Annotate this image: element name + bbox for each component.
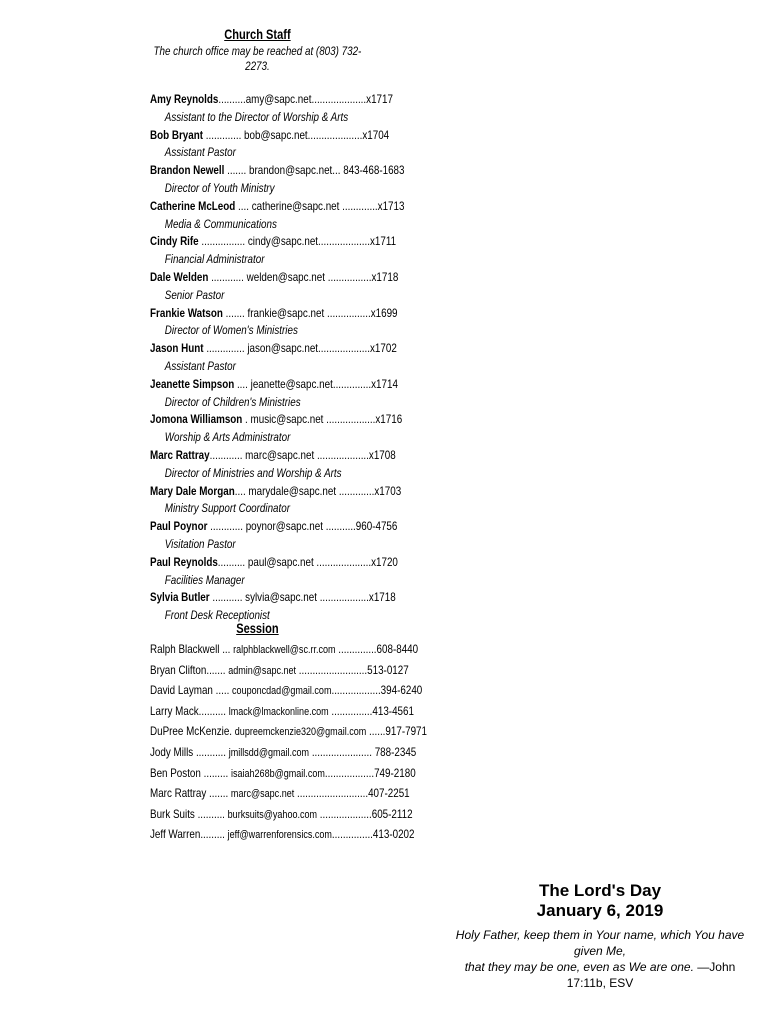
staff-role: Front Desk Receptionist (164, 608, 270, 623)
staff-name: Marc Rattray (150, 447, 210, 462)
staff-line (150, 162, 405, 180)
session-member (150, 743, 417, 764)
staff-email: welden@sapc.net (246, 269, 325, 284)
staff-name: Jason Hunt (150, 341, 204, 356)
verse-line-1: Holy Father, keep them in Your name, which You have given Me, (455, 928, 745, 958)
staff-line (150, 340, 397, 358)
leader-dots: .... (234, 483, 249, 498)
staff-role: Worship & Arts Administrator (164, 430, 291, 445)
scripture-verse (455, 927, 745, 991)
staff-role: Director of Children's Ministries (164, 394, 301, 409)
leader-dots: ...................... (309, 744, 375, 759)
staff-line (150, 305, 398, 323)
staff-line (150, 554, 398, 572)
session-member-email: jeff@warrenforensics.com (227, 829, 332, 842)
staff-line (150, 198, 405, 216)
church-staff-section (150, 26, 412, 625)
session-member-phone: 788-2345 (374, 744, 417, 759)
session-member-email: dupreemckenzie320@gmail.com (234, 726, 367, 739)
leader-dots: ................... (318, 341, 370, 356)
leader-dots: ..... (212, 683, 233, 698)
session-member-email: admin@sapc.net (228, 664, 297, 677)
office-phone-note: The church office may be reached at (803) 732-2273. (153, 44, 362, 73)
leader-dots: .......... (198, 703, 229, 718)
staff-role: Ministry Support Coordinator (164, 501, 291, 516)
staff-role: Visitation Pastor (164, 536, 236, 551)
leader-dots: .................... (307, 127, 363, 142)
staff-name: Jomona Williamson (150, 412, 243, 427)
leader-dots: ... (332, 163, 344, 178)
staff-role: Director of Youth Ministry (164, 180, 275, 195)
leader-dots: ............... (331, 827, 373, 842)
leader-dots: . (242, 412, 251, 427)
staff-name: Catherine McLeod (150, 198, 236, 213)
verse-line-2-wrapper (455, 959, 745, 991)
cover-date: January 6, 2019 (536, 901, 664, 920)
staff-contact: x1703 (374, 483, 402, 498)
leader-dots: .......................... (294, 786, 369, 801)
staff-line (150, 518, 398, 536)
session-member-phone: 394-6240 (380, 683, 423, 698)
staff-email: marydale@sapc.net (248, 483, 337, 498)
staff-entry (150, 162, 405, 198)
leader-dots: ........... (193, 744, 229, 759)
session-member-name: Bryan Clifton (150, 662, 207, 677)
leader-dots: .................... (311, 92, 367, 106)
staff-contact: x1702 (369, 341, 397, 356)
staff-contact: x1716 (375, 412, 403, 427)
staff-email: jeanette@sapc.net (250, 376, 333, 391)
staff-line (150, 127, 390, 145)
session-member-phone: 413-0202 (372, 827, 415, 842)
staff-email: cindy@sapc.net (247, 234, 319, 249)
staff-contact: x1717 (366, 92, 393, 106)
staff-name: Amy Reynolds (150, 92, 219, 106)
session-member-phone: 605-2112 (371, 806, 413, 821)
session-member-name: Larry Mack (150, 703, 199, 718)
staff-line (150, 447, 396, 465)
staff-email: paul@sapc.net (247, 554, 314, 569)
session-member-email: couponcdad@gmail.com (232, 685, 332, 698)
session-heading: Session (236, 621, 279, 636)
staff-contact: x1713 (377, 198, 405, 213)
staff-name: Cindy Rife (150, 234, 199, 249)
session-member (150, 661, 409, 682)
leader-dots: . (229, 724, 235, 739)
verse-line-2: that they may be one, even as We are one. (464, 960, 694, 974)
session-member-name: Ralph Blackwell (150, 642, 220, 656)
staff-name: Paul Poynor (150, 519, 208, 534)
staff-entry (150, 305, 398, 341)
staff-name: Sylvia Butler (150, 590, 210, 605)
staff-email: catherine@sapc.net (251, 198, 340, 213)
leader-dots: ................... (314, 447, 369, 462)
session-member-phone: 413-4561 (372, 703, 414, 718)
session-member (150, 764, 416, 785)
staff-name: Bob Bryant (150, 127, 204, 142)
staff-entry (150, 340, 397, 376)
session-member (150, 722, 428, 743)
staff-role: Director of Women's Ministries (164, 323, 298, 338)
session-member-name: Jeff Warren (150, 827, 201, 842)
staff-entry (150, 447, 396, 483)
leader-dots: .............. (332, 376, 372, 391)
staff-contact: 960-4756 (355, 519, 398, 534)
staff-email: music@sapc.net (250, 412, 324, 427)
leader-dots: ................... (317, 806, 372, 821)
session-member-email: ralphblackwell@sc.rr.com (233, 644, 336, 656)
leader-dots: ....... (224, 163, 249, 178)
staff-entry (150, 376, 398, 412)
session-member-phone: 608-8440 (376, 642, 419, 656)
leader-dots: ........... (322, 519, 356, 534)
staff-contact: x1699 (370, 305, 398, 320)
session-member-name: Ben Poston (150, 765, 201, 780)
leader-dots: .................... (313, 554, 372, 569)
leader-dots: ................... (318, 234, 370, 249)
leader-dots: ............. (336, 483, 375, 498)
staff-email: frankie@sapc.net (247, 305, 325, 320)
staff-entry (150, 91, 393, 127)
leader-dots: .................. (316, 590, 369, 605)
session-member-phone: 749-2180 (374, 765, 416, 780)
staff-email: poynor@sapc.net (245, 519, 323, 534)
staff-contact: x1718 (371, 269, 399, 284)
leader-dots: ......... (200, 827, 228, 842)
staff-contact: x1708 (368, 447, 396, 462)
leader-dots: .............. (335, 642, 377, 656)
leader-dots: ............ (209, 447, 246, 462)
staff-entry (150, 411, 403, 447)
staff-line (150, 269, 399, 287)
leader-dots: .............. (203, 341, 248, 356)
staff-email: amy@sapc.net (245, 92, 312, 106)
session-member-phone: 513-0127 (367, 662, 409, 677)
leader-dots: ... (219, 642, 234, 656)
cover-section (455, 881, 745, 991)
session-list (150, 640, 428, 846)
session-member (150, 825, 415, 846)
staff-contact: x1718 (368, 590, 396, 605)
staff-name: Frankie Watson (150, 305, 223, 320)
staff-role: Director of Ministries and Worship & Arts (164, 465, 342, 480)
session-member-email: burksuits@yahoo.com (227, 808, 318, 821)
leader-dots: ....... (222, 305, 248, 320)
session-member-phone: 917-7971 (385, 724, 428, 739)
staff-line (150, 91, 393, 109)
session-list-wrapper (150, 620, 428, 846)
leader-dots: ......................... (296, 662, 368, 677)
session-member (150, 702, 414, 723)
staff-role: Assistant Pastor (164, 145, 236, 160)
staff-line (150, 411, 403, 429)
leader-dots: ....... (206, 662, 229, 677)
session-member (150, 681, 423, 702)
staff-contact: x1720 (371, 554, 398, 569)
session-member-email: jmillsdd@gmail.com (228, 746, 310, 759)
staff-contact: 843-468-1683 (343, 163, 405, 178)
staff-heading: Church Staff (224, 27, 291, 42)
staff-contact: x1704 (362, 127, 390, 142)
staff-list (150, 91, 405, 625)
staff-name: Jeanette Simpson (150, 376, 235, 391)
staff-role: Assistant Pastor (164, 358, 236, 373)
staff-name: Paul Reynolds (150, 554, 218, 569)
session-member-name: Marc Rattray (150, 786, 207, 801)
leader-dots: ................ (324, 269, 372, 284)
staff-email: sylvia@sapc.net (245, 590, 317, 605)
leader-dots: .... (234, 376, 251, 391)
staff-line (150, 589, 396, 607)
leader-dots: .......... (217, 554, 248, 569)
staff-entry (150, 483, 402, 519)
leader-dots: ............. (339, 198, 378, 213)
leader-dots: .................. (323, 412, 376, 427)
leader-dots: .......... (194, 806, 228, 821)
staff-entry (150, 233, 397, 269)
session-member-name: David Layman (150, 683, 213, 698)
staff-name: Mary Dale Morgan (150, 483, 235, 498)
session-member-name: Jody Mills (150, 744, 194, 759)
staff-role: Media & Communications (164, 216, 277, 231)
verse-reference: —John 17:11b, ESV (566, 960, 736, 990)
staff-name: Dale Welden (150, 269, 209, 284)
leader-dots: .................. (324, 765, 375, 780)
session-member-email: isaiah268b@gmail.com (230, 767, 325, 780)
session-member (150, 640, 419, 661)
staff-line (150, 376, 398, 394)
staff-entry (150, 554, 398, 590)
staff-entry (150, 518, 398, 554)
leader-dots: ............... (328, 703, 373, 718)
session-member (150, 784, 410, 805)
staff-name: Brandon Newell (150, 163, 225, 178)
staff-contact: x1711 (369, 234, 397, 249)
leader-dots: .... (235, 198, 252, 213)
leader-dots: .................. (331, 683, 381, 698)
session-member-name: DuPree McKenzie (150, 724, 230, 739)
leader-dots: ............. (203, 127, 245, 142)
staff-line (150, 233, 397, 251)
session-member-email: marc@sapc.net (230, 788, 295, 801)
session-member-email: lmack@lmackonline.com (228, 705, 329, 718)
staff-entry (150, 269, 399, 305)
session-member-name: Burk Suits (150, 806, 195, 821)
leader-dots: ...... (366, 724, 386, 739)
staff-list-wrapper (150, 26, 405, 625)
session-member-phone: 407-2251 (368, 786, 410, 801)
staff-line (150, 483, 402, 501)
leader-dots: ........... (209, 590, 246, 605)
leader-dots: ............ (208, 269, 247, 284)
staff-email: bob@sapc.net (244, 127, 308, 142)
staff-role: Assistant to the Director of Worship & Arts (164, 109, 349, 124)
staff-role: Financial Administrator (164, 252, 265, 267)
cover-title: The Lord's Day (538, 881, 662, 900)
leader-dots: ................ (198, 234, 248, 249)
leader-dots: ............ (207, 519, 246, 534)
staff-entry (150, 127, 390, 163)
staff-email: brandon@sapc.net (248, 163, 333, 178)
staff-email: marc@sapc.net (245, 447, 315, 462)
staff-email: jason@sapc.net (247, 341, 319, 356)
staff-role: Facilities Manager (164, 572, 245, 587)
leader-dots: .......... (218, 92, 246, 106)
session-section (150, 620, 428, 846)
session-member (150, 805, 413, 826)
staff-role: Senior Pastor (164, 287, 225, 302)
leader-dots: ....... (206, 786, 231, 801)
staff-entry (150, 198, 405, 234)
leader-dots: ................ (324, 305, 371, 320)
leader-dots: ......... (200, 765, 231, 780)
staff-contact: x1714 (371, 376, 398, 391)
